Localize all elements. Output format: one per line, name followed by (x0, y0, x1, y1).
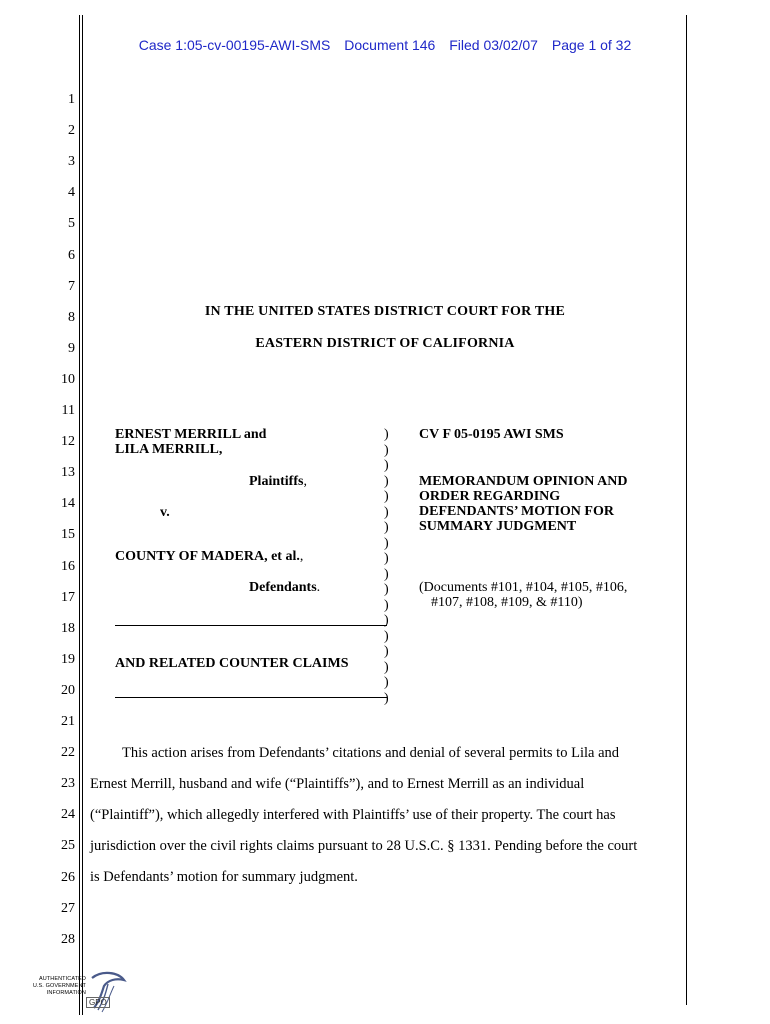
body-line-4: jurisdiction over the civil rights claims pursuant to 28 U.S.C. § 1331. Pending before the court (90, 838, 638, 854)
documents-reference-2: #107, #108, #109, & #110) (431, 595, 583, 610)
gpo-authentication-logo (30, 970, 130, 1015)
line-number: 27 (61, 900, 75, 916)
versus-label: v. (160, 505, 170, 520)
line-number: 4 (68, 185, 75, 201)
defendants-label: Defendants. (249, 580, 321, 595)
caption-paren: ) (384, 675, 389, 690)
caption-paren: ) (384, 659, 389, 675)
line-number: 8 (68, 309, 75, 325)
documents-reference-1: (Documents #101, #104, #105, #106, (419, 580, 628, 595)
eagle-icon (78, 970, 128, 1015)
line-number: 17 (61, 589, 75, 605)
defendant-name: COUNTY OF MADERA, et al., (115, 549, 304, 564)
gpo-mark: GPO (86, 997, 110, 1008)
line-number: 13 (61, 465, 75, 481)
caption-paren: ) (384, 535, 389, 551)
line-number: 10 (61, 371, 75, 387)
line-number: 16 (61, 558, 75, 574)
caption-paren: ) (384, 458, 389, 473)
left-margin-rule-1 (79, 15, 80, 1015)
line-number: 19 (61, 651, 75, 667)
filed-date-header: Filed 03/02/07 (449, 37, 538, 53)
caption-paren: ) (384, 628, 389, 644)
line-number: 11 (61, 403, 75, 418)
caption-paren: ) (384, 566, 389, 582)
body-line-2: Ernest Merrill, husband and wife (“Plaintiffs”), and to Ernest Merrill as an individual (90, 776, 585, 792)
caption-paren: ) (384, 644, 389, 659)
caption-paren: ) (384, 489, 389, 504)
document-number-header: Document 146 (344, 37, 436, 53)
caption-paren-column (384, 427, 389, 706)
plaintiff-name-2: LILA MERRILL, (115, 442, 223, 457)
filing-header (0, 37, 770, 53)
line-number: 24 (61, 807, 75, 823)
document-title-line-4: SUMMARY JUDGMENT (419, 519, 577, 534)
line-number: 9 (68, 340, 75, 356)
line-number: 6 (68, 247, 75, 263)
caption-paren: ) (384, 427, 389, 442)
line-number: 3 (68, 154, 75, 170)
counter-claims-label: AND RELATED COUNTER CLAIMS (115, 656, 349, 671)
court-title-line-2: EASTERN DISTRICT OF CALIFORNIA (255, 336, 515, 351)
right-margin-rule (686, 15, 687, 1005)
court-title-line-1: IN THE UNITED STATES DISTRICT COURT FOR THE (204, 304, 566, 319)
line-number: 28 (61, 931, 75, 947)
caption-paren: ) (384, 613, 389, 628)
line-number: 21 (61, 714, 75, 729)
body-line-1: This action arises from Defendants’ citations and denial of several permits to Lila and (122, 745, 620, 761)
line-number: 23 (61, 776, 75, 792)
caption-paren: ) (384, 597, 389, 613)
caption-underline-1 (115, 625, 387, 626)
document-title-line-3: DEFENDANTS’ MOTION FOR (419, 504, 614, 519)
line-number: 14 (61, 496, 75, 512)
line-number: 26 (61, 869, 75, 885)
line-number: 5 (68, 216, 75, 232)
caption-paren: ) (384, 442, 389, 458)
page-count-header: Page 1 of 32 (551, 37, 632, 53)
case-number: CV F 05-0195 AWI SMS (419, 427, 564, 442)
plaintiff-name-1: ERNEST MERRILL and (115, 427, 267, 442)
caption-paren: ) (384, 582, 389, 597)
line-number: 15 (61, 527, 75, 543)
line-number: 18 (61, 620, 75, 636)
case-number-header: Case 1:05-cv-00195-AWI-SMS (138, 37, 331, 53)
plaintiffs-label: Plaintiffs, (249, 474, 307, 489)
caption-paren: ) (384, 504, 389, 520)
caption-underline-2 (115, 697, 387, 698)
line-number: 12 (61, 434, 75, 450)
document-title-line-1: MEMORANDUM OPINION AND (419, 474, 628, 489)
line-number: 22 (61, 745, 75, 761)
caption-paren: ) (384, 473, 389, 489)
caption-paren: ) (384, 551, 389, 566)
document-title-line-2: ORDER REGARDING (419, 489, 561, 504)
caption-paren: ) (384, 520, 389, 535)
left-margin-rule-2 (82, 15, 83, 1015)
line-number: 20 (61, 682, 75, 698)
caption-paren: ) (384, 690, 389, 706)
gpo-logo-text: AUTHENTICATED U.S. GOVERNMENT INFORMATION (32, 976, 86, 996)
line-number: 2 (68, 123, 75, 139)
body-line-3: (“Plaintiff”), which allegedly interfered with Plaintiffs’ use of their property. The court has (90, 807, 616, 823)
line-number: 25 (61, 838, 75, 854)
body-line-5: is Defendants’ motion for summary judgment. (90, 869, 358, 885)
line-number: 7 (68, 278, 75, 294)
line-number: 1 (68, 92, 75, 107)
